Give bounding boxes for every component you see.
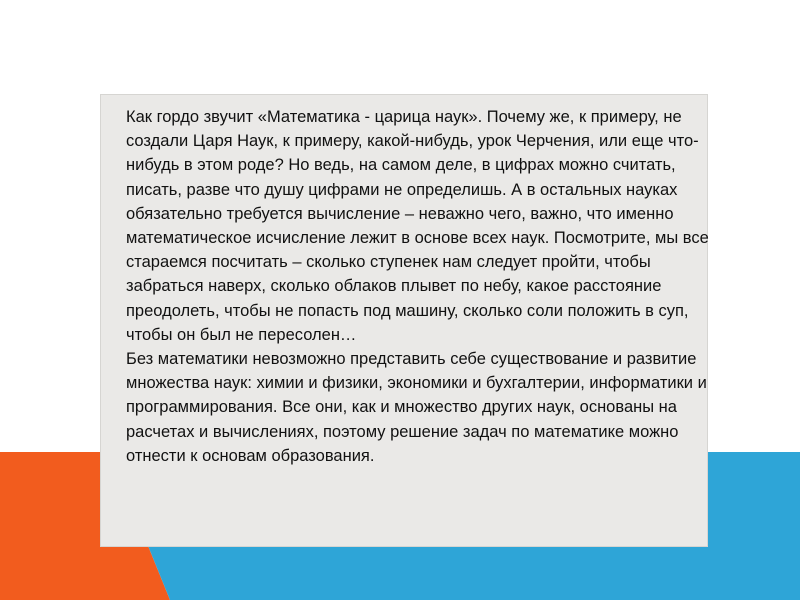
paragraph-1: Как гордо звучит «Математика - царица наук». Почему же, к примеру, не создали Царя Наук, к примеру, какой-нибудь, урок Черчения, или еще что-нибудь в этом роде? Но ведь, на самом деле, в цифрах можно считать, писать, разве что душу цифрами не определишь. А в остальных науках обязательно требуется вычисление – неважно чего, важно, что именно математическое исчисление лежит в основе всех наук. Посмотрите, мы все стараемся посчитать – сколько ступенек нам следует пройти, чтобы забраться наверх, сколько облаков плывет по небу, какое расстояние преодолеть, чтобы не попасть под машину, сколько соли положить в суп, чтобы он был не пересолен… (126, 108, 709, 344)
body-text (126, 105, 726, 468)
paragraph-2: Без математики невозможно представить себе существование и развитие множества наук: химии и физики, экономики и бухгалтерии, информатики и программирования. Все они, как и множество других наук, основаны на расчетах и вычислениях, поэтому решение задач по математике можно отнести к основам образования. (126, 350, 707, 465)
